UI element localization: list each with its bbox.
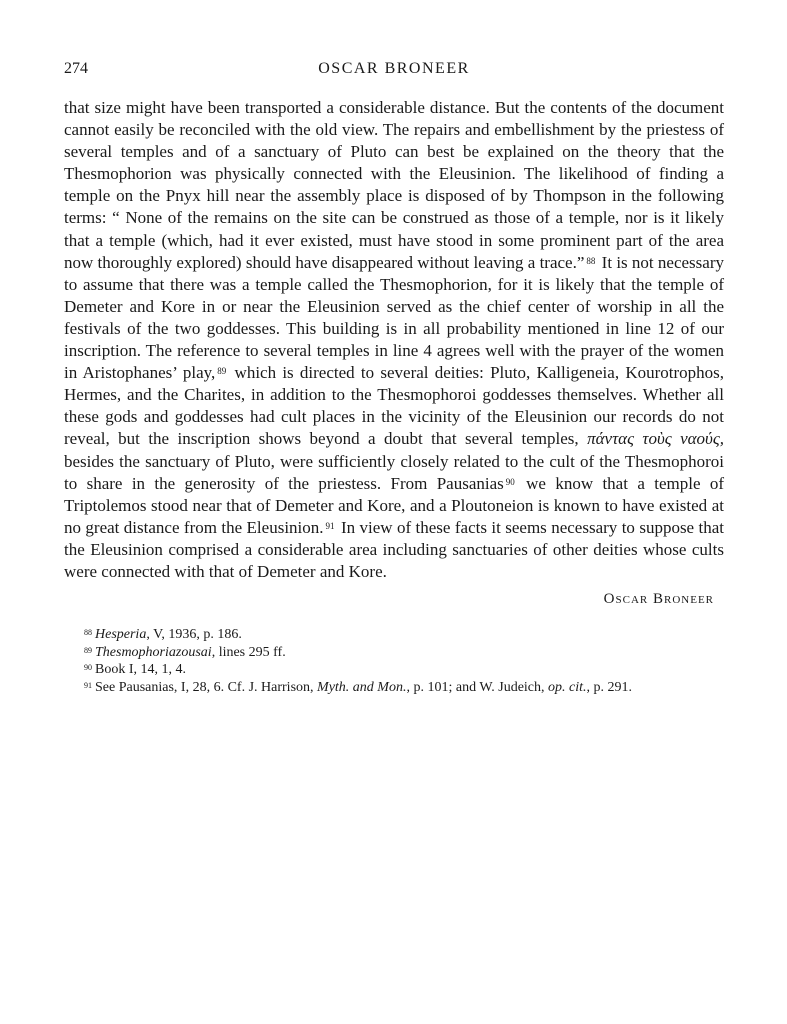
footnote-89 xyxy=(64,644,724,662)
footnote-text: , p. 101; and W. Judeich, xyxy=(406,679,545,695)
footnote-title: Thesmophoriazousai xyxy=(95,644,212,660)
footnote-text: See Pausanias, I, 28, 6. Cf. J. Harrison, xyxy=(95,679,314,695)
body-text-4: besides the sanctuary of Pluto, were sufficiently closely related to the cult of the Thesmophoroi to share in the generosity of the priestess. From Pausanias xyxy=(64,451,724,493)
footnote-text: Book I, 14, 1, 4. xyxy=(95,662,186,678)
body-text-6: In view of these facts it seems necessary to suppose that the Eleusinion comprised a considerable area including sanctuaries of other deities whose cults were connected with that of Demeter and Kore. xyxy=(64,517,725,581)
body-text-2: It is not necessary to assume that there was a temple called the Thesmophorion, for it is likely that the temple of Demeter and Kore in or near the Eleusinion served as the chief center of worship in all the festivals of the two goddesses. This building is in all probability mentioned in line 12 of our inscription. The reference to several temples in line 4 agrees well with the prayer of the women in Aristophanes’ play, xyxy=(64,252,724,383)
footnote-ref-90[interactable]: 90 xyxy=(505,476,515,487)
footnote-text: , p. 291. xyxy=(586,679,633,695)
footnote-title: Hesperia xyxy=(95,627,147,643)
footnote-number: 89 xyxy=(84,645,92,655)
footnote-ref-89[interactable]: 89 xyxy=(217,366,227,377)
footnote-text: , V, 1936, p. 186. xyxy=(146,627,242,643)
footnote-90 xyxy=(64,661,724,679)
footnote-ref-91[interactable]: 91 xyxy=(325,520,335,531)
body-paragraph xyxy=(64,97,724,583)
running-head xyxy=(64,60,724,84)
footnote-title: op. cit. xyxy=(548,679,587,695)
page xyxy=(64,60,724,696)
body-text-1: that size might have been transported a considerable distance. But the contents of the document cannot easily be reconciled with the old view. The repairs and embellishment by the priestess of several temples and of a sanctuary of Pluto can best be explained on the theory that the Thesmophorion was physically connected with the Eleusinion. The likelihood of finding a temple on the Pnyx hill near the assembly place is disposed of by Thompson in the following terms: “ None of the remains on the site can be construed as those of a temple, nor is it likely that a temple (which, had it ever existed, must have stood in some prominent part of the area now thoroughly explored) should have disappeared without leaving a trace.” xyxy=(64,98,724,272)
footnotes xyxy=(64,626,724,696)
greek-phrase: πάντας τοὺς ναούς, xyxy=(587,429,724,449)
body-text-5: we know that a temple of Triptolemos stood near that of Demeter and Kore, and a Ploutoneion is known to have existed at no great distance from the Eleusinion. xyxy=(64,473,725,537)
running-title: OSCAR BRONEER xyxy=(318,60,470,77)
footnote-number: 88 xyxy=(84,628,92,638)
body-text-3: which is directed to several deities: Pluto, Kalligeneia, Kourotrophos, Hermes, and the Charites, in addition to the Thesmophoroi goddesses themselves. Whether all these gods and goddesses had cult places in the vicinity of the Eleusinion our records do not reveal, but the inscription shows beyond a doubt that several temples, xyxy=(64,363,725,449)
author-signature: Oscar Broneer xyxy=(603,591,714,608)
footnote-number: 90 xyxy=(84,663,92,673)
footnote-title: Myth. and Mon. xyxy=(317,679,407,695)
page-number: 274 xyxy=(64,60,88,77)
footnote-88 xyxy=(64,626,724,644)
footnote-ref-88[interactable]: 88 xyxy=(586,255,596,266)
footnote-91 xyxy=(64,679,724,697)
footnote-text: , lines 295 ff. xyxy=(211,644,286,660)
footnote-number: 91 xyxy=(84,680,92,690)
